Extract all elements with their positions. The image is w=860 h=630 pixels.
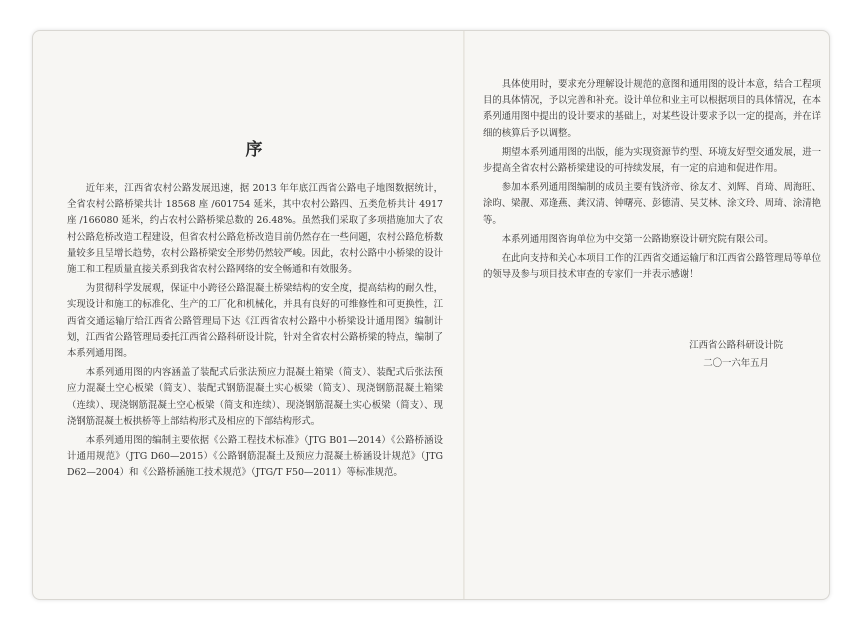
paragraph: 本系列通用图咨询单位为中交第一公路勘察设计研究院有限公司。 [501, 233, 774, 245]
right-page [483, 31, 821, 599]
paragraph: 本系列通用图的内容涵盖了装配式后张法预应力混凝土箱梁（简支）、装配式后张法预应力混凝土空心板梁（简支）、装配式钢筋混凝土实心板梁（简支）、现浇钢筋混凝土箱梁（连续）、现浇钢筋混凝土空心板梁（简支和连续）、现浇钢筋混凝土实心板梁（简支）、现浇钢筋混凝土板拱桥等上部结构形式及相应的下部结构形式。 [67, 367, 443, 427]
paragraph: 期望本系列通用图的出版，能为实现资源节约型、环境友好型交通发展，进一步提高全省农村公路桥梁建设的可持续发展，有一定的启迪和促进作用。 [483, 146, 821, 175]
left-page [67, 31, 443, 599]
right-page-body [483, 77, 821, 286]
paragraph: 参加本系列通用图编制的成员主要有钱济帝、徐友才、刘辉、肖琦、周海旺、涂昀、梁靓、邓逢燕、龚汉清、钟曙亮、彭德清、吴艾林、涂文玲、周琦、涂清艳等。 [483, 182, 821, 226]
left-page-body [67, 181, 443, 485]
book-spread [32, 30, 830, 600]
paragraph: 为贯彻科学发展观，保证中小跨径公路混凝土桥梁结构的安全度，提高结构的耐久性，实现设计和施工的标准化、生产的工厂化和机械化，并具有良好的可维修性和可更换性，江西省交通运输厅给江西省公路管理局下达《江西省农村公路中小桥梁设计通用图》编制计划，江西省公路管理局委托江西省公路科研设计院，针对全省农村公路桥梁的特点，编制了本系列通用图。 [67, 283, 443, 360]
signature-date: 二〇一六年五月 [703, 358, 769, 369]
book-gutter [463, 31, 465, 599]
paragraph: 在此向支持和关心本项目工作的江西省交通运输厅和江西省公路管理局等单位的领导及参与项目技术审查的专家们一并表示感谢！ [483, 253, 821, 281]
paragraph: 近年来，江西省农村公路发展迅速，据 2013 年年底江西省公路电子地图数据统计，全省农村公路桥梁共计 18568 座 /601754 延米，其中农村公路四、五类危桥共计 4917 座 /166080 延米，约占农村公路桥梁总数的 26.48%。虽然我们采取了多项措施加大了农村公路危桥改造工程建设，但省农村公路危桥改造目前仍然存在一些问题，农村公路危桥数量较多且呈增长趋势，农村公路桥梁安全形势仍然较严峻。因此，农村公路中小桥梁的设计施工和工程质量直接关系到我省农村公路网络的安全畅通和有效服务。 [67, 183, 443, 276]
paragraph: 具体使用时，要求充分理解设计规范的意图和通用图的设计本意，结合工程项目的具体情况，予以完善和补充。设计单位和业主可以根据项目的具体情况，在本系列通用图中提出的设计要求的基础上，对某些设计要求予以一定的提高，并在详细的核算后予以调整。 [483, 79, 821, 139]
page-title: 序 [245, 140, 265, 160]
signature-organization: 江西省公路科研设计院 [689, 340, 783, 351]
signature-block [689, 337, 783, 373]
paragraph: 本系列通用图的编制主要依据《公路工程技术标准》（JTG B01—2014）《公路桥涵设计通用规范》（JTG D60—2015）《公路钢筋混凝土及预应力混凝土桥涵设计规范》（JTG D62—2004）和《公路桥涵施工技术规范》（JTG/T F50—2011）等标准规范。 [67, 435, 443, 479]
